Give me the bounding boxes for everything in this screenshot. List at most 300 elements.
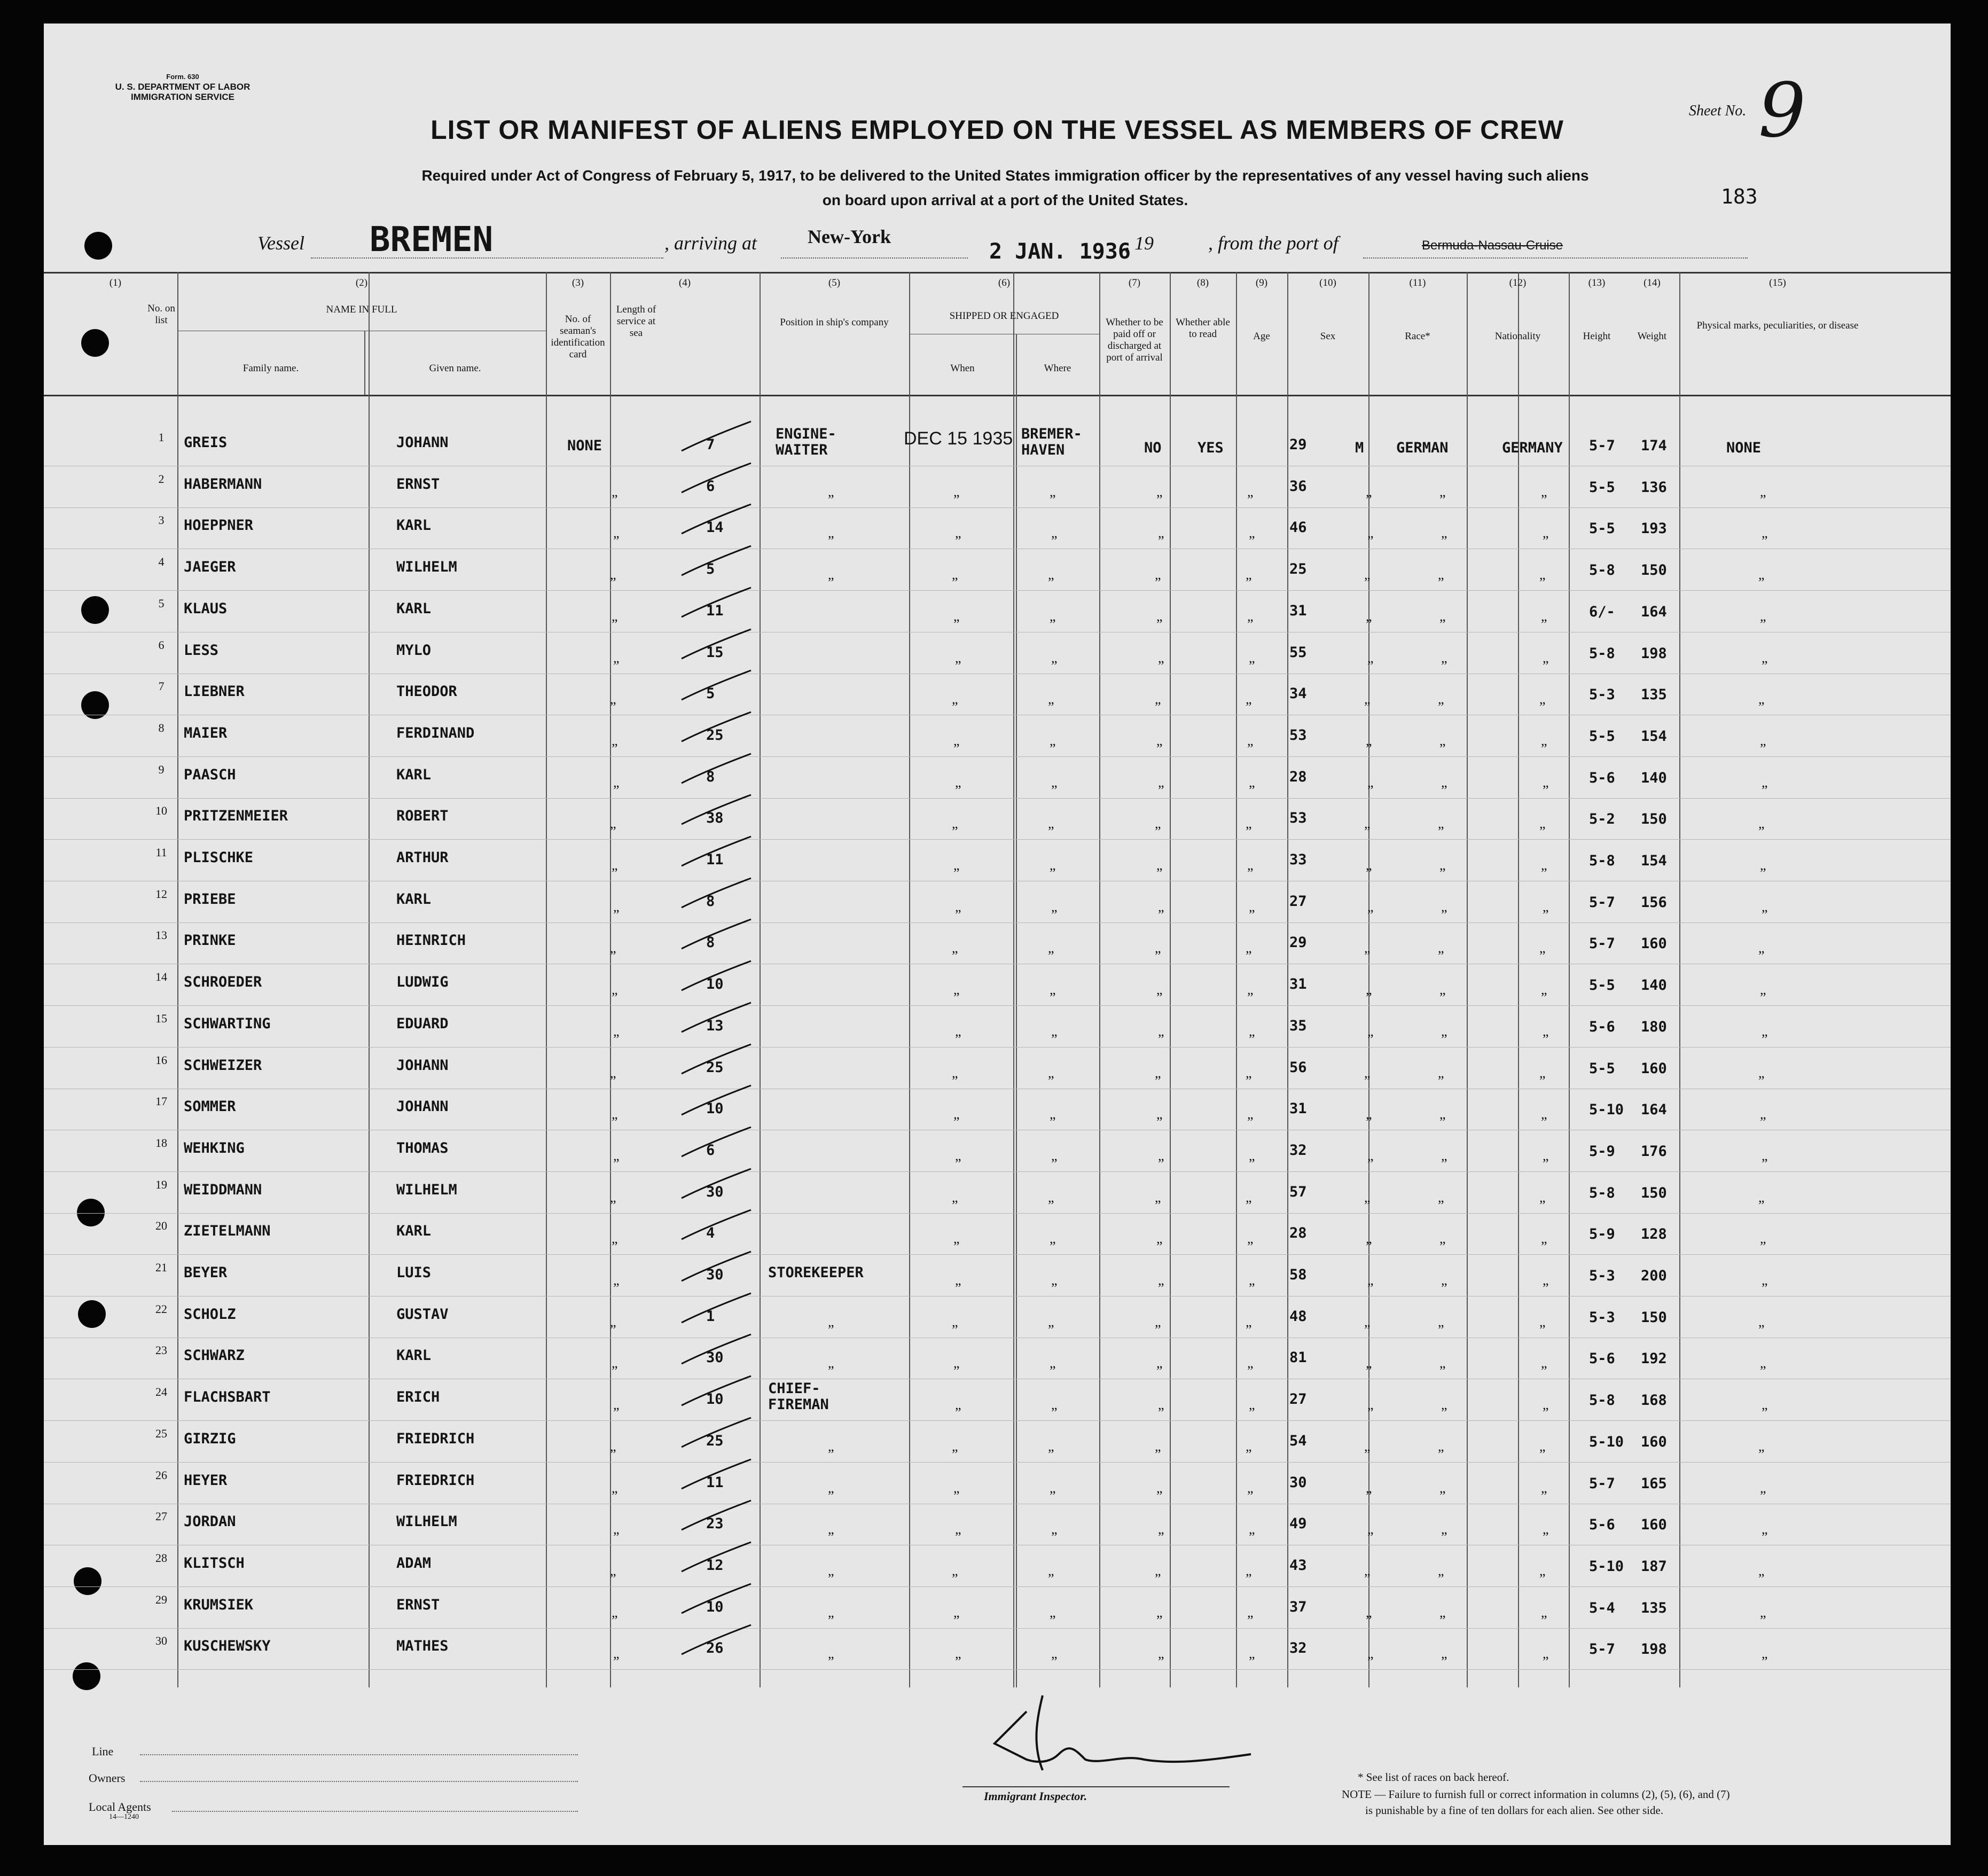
family-name: HABERMANN xyxy=(184,476,262,493)
header-family-name: Family name. xyxy=(242,363,299,374)
weight: 164 xyxy=(1641,1101,1667,1118)
position: ENGINE-WAITER xyxy=(776,426,836,458)
header-nationality: Nationality xyxy=(1494,331,1541,342)
row-number: 25 xyxy=(155,1427,167,1440)
nationality-ditto: „ xyxy=(1543,650,1549,666)
able-read-ditto: „ xyxy=(1249,525,1255,541)
service-years: 25 xyxy=(706,1433,724,1449)
row-number: 15 xyxy=(155,1012,167,1025)
when-ditto: „ xyxy=(952,1314,958,1330)
form-info xyxy=(103,72,263,102)
seaman-id-ditto: „ xyxy=(610,1065,616,1081)
family-name: KUSCHEWSKY xyxy=(184,1638,271,1654)
row-rule xyxy=(44,590,1951,591)
paid-off-ditto: „ xyxy=(1155,1563,1161,1578)
seaman-id-ditto: „ xyxy=(612,1231,618,1246)
able-read-ditto: „ xyxy=(1246,816,1252,831)
able-read-ditto: „ xyxy=(1246,1439,1252,1454)
column-number: (6) xyxy=(998,277,1011,288)
row-rule xyxy=(44,1420,1951,1421)
row-number: 20 xyxy=(155,1219,167,1232)
weight: 154 xyxy=(1641,728,1667,745)
column-number: (9) xyxy=(1255,277,1268,288)
height: 5-10 xyxy=(1589,1434,1624,1450)
able-read-ditto: „ xyxy=(1249,1521,1255,1537)
age: 53 xyxy=(1289,810,1307,826)
height: 5-7 xyxy=(1589,894,1615,911)
nationality-ditto: „ xyxy=(1539,1314,1546,1330)
header-age: Age xyxy=(1253,331,1270,342)
where-ditto: „ xyxy=(1048,1190,1054,1205)
able-read-ditto: „ xyxy=(1246,940,1252,956)
where-ditto: „ xyxy=(1048,1314,1054,1330)
where-ditto: „ xyxy=(1051,1272,1058,1288)
age: 25 xyxy=(1289,561,1307,577)
service-check-mark xyxy=(676,876,756,913)
sex-ditto: „ xyxy=(1364,940,1371,956)
shipped-where: BREMER-HAVEN xyxy=(1021,426,1082,458)
service-years: 10 xyxy=(706,1599,724,1615)
age: 36 xyxy=(1289,478,1307,495)
row-number: 18 xyxy=(155,1136,167,1150)
nationality-ditto: „ xyxy=(1541,608,1547,624)
column-rule xyxy=(1013,272,1014,1687)
service-check-mark xyxy=(676,1581,756,1619)
service-check-mark xyxy=(676,627,756,664)
physical-ditto: „ xyxy=(1762,1023,1768,1039)
when-ditto: „ xyxy=(952,940,958,956)
family-name: KRUMSIEK xyxy=(184,1597,254,1613)
height: 5-8 xyxy=(1589,1185,1615,1201)
age: 29 xyxy=(1289,436,1307,453)
service-years: 8 xyxy=(706,934,715,951)
column-number: (11) xyxy=(1409,277,1426,288)
seaman-id-ditto: „ xyxy=(612,608,618,624)
seaman-id-ditto: „ xyxy=(612,733,618,748)
age: 29 xyxy=(1289,934,1307,951)
where-ditto: „ xyxy=(1050,608,1056,624)
service-years: 38 xyxy=(706,810,724,826)
age: 56 xyxy=(1289,1059,1307,1076)
seaman-id-ditto: „ xyxy=(612,1355,618,1371)
sheet-label: Sheet No. xyxy=(1689,103,1747,119)
age: 81 xyxy=(1289,1349,1307,1366)
seaman-id-ditto: „ xyxy=(612,1480,618,1496)
paid-off-ditto: „ xyxy=(1158,1521,1164,1537)
seaman-id-ditto: „ xyxy=(612,1106,618,1122)
seaman-id-ditto: „ xyxy=(610,1439,616,1454)
sex-ditto: „ xyxy=(1366,608,1372,624)
physical-ditto: „ xyxy=(1758,567,1765,582)
weight: 160 xyxy=(1641,1434,1667,1450)
when-where-split xyxy=(1016,334,1017,1687)
nationality-ditto: „ xyxy=(1539,1563,1546,1578)
family-name: FLACHSBART xyxy=(184,1389,271,1405)
manifest-sheet xyxy=(44,24,1951,1845)
physical-ditto: „ xyxy=(1760,857,1766,873)
nationality-ditto: „ xyxy=(1543,775,1549,790)
service-years: 15 xyxy=(706,644,724,661)
paid-off-ditto: „ xyxy=(1156,1355,1163,1371)
able-read-ditto: „ xyxy=(1247,857,1254,873)
weight: 187 xyxy=(1641,1558,1667,1575)
department-name: U. S. DEPARTMENT OF LABOR xyxy=(115,82,251,92)
signature-line xyxy=(962,1786,1230,1787)
service-check-mark xyxy=(676,585,756,622)
row-number: 11 xyxy=(155,846,167,859)
given-name: KARL xyxy=(396,891,432,908)
service-check-mark xyxy=(676,1622,756,1660)
height: 5-5 xyxy=(1589,479,1615,496)
weight: 150 xyxy=(1641,562,1667,579)
row-rule xyxy=(44,1213,1951,1214)
column-rule xyxy=(546,272,547,1687)
punch-hole xyxy=(84,232,112,260)
service-years: 30 xyxy=(706,1349,724,1366)
position-ditto: „ xyxy=(828,1439,834,1454)
position: STOREKEEPER xyxy=(768,1264,864,1281)
row-number: 9 xyxy=(158,763,165,776)
sex: M xyxy=(1355,440,1364,456)
family-name: HOEPPNER xyxy=(184,517,254,534)
position-ditto: „ xyxy=(828,1314,834,1330)
sex-ditto: „ xyxy=(1366,1480,1372,1496)
arriving-field xyxy=(781,226,968,259)
service-years: 12 xyxy=(706,1557,724,1574)
physical-ditto: „ xyxy=(1758,1314,1765,1330)
physical-ditto: „ xyxy=(1758,1190,1765,1205)
service-years: 8 xyxy=(706,769,715,785)
family-name: HEYER xyxy=(184,1472,228,1489)
family-name: PRINKE xyxy=(184,932,236,949)
header-position: Position in ship's company xyxy=(780,317,889,328)
race-ditto: „ xyxy=(1438,691,1444,707)
physical-ditto: „ xyxy=(1762,899,1768,914)
note-line-2: is punishable by a fine of ten dollars for each alien. See other side. xyxy=(1365,1804,1664,1817)
column-number: (14) xyxy=(1643,277,1661,288)
when-ditto: „ xyxy=(953,1605,960,1620)
service-years: 25 xyxy=(706,727,724,744)
column-rule xyxy=(1099,272,1100,1687)
family-name: MAIER xyxy=(184,725,228,741)
race-ditto: „ xyxy=(1438,940,1444,956)
service-check-mark xyxy=(676,460,756,498)
race-ditto: „ xyxy=(1438,1439,1444,1454)
row-rule xyxy=(44,839,1951,840)
race-ditto: „ xyxy=(1439,608,1446,624)
age: 35 xyxy=(1289,1018,1307,1034)
family-name: JAEGER xyxy=(184,559,236,575)
able-read-ditto: „ xyxy=(1249,775,1255,790)
paid-off-ditto: „ xyxy=(1156,1480,1163,1496)
when-ditto: „ xyxy=(953,1355,960,1371)
able-read-ditto: „ xyxy=(1247,733,1254,748)
where-ditto: „ xyxy=(1051,525,1058,541)
row-number: 16 xyxy=(155,1053,167,1067)
height: 5-7 xyxy=(1589,437,1615,454)
height: 5-10 xyxy=(1589,1558,1624,1575)
nationality: GERMANY xyxy=(1502,440,1563,456)
stamp-number: 183 xyxy=(1721,185,1758,208)
seaman-id-ditto: „ xyxy=(613,775,620,790)
where-ditto: „ xyxy=(1051,1521,1058,1537)
weight: 168 xyxy=(1641,1392,1667,1409)
paid-off-ditto: „ xyxy=(1158,1397,1164,1412)
line-field xyxy=(140,1754,578,1755)
weight: 165 xyxy=(1641,1475,1667,1492)
seaman-id-ditto: „ xyxy=(613,1521,620,1537)
paid-off-ditto: „ xyxy=(1155,1314,1161,1330)
where-ditto: „ xyxy=(1050,484,1056,499)
weight: 160 xyxy=(1641,935,1667,952)
service-years: 6 xyxy=(706,478,715,495)
paid-off-ditto: „ xyxy=(1156,1231,1163,1246)
nationality-ditto: „ xyxy=(1541,733,1547,748)
service-years: 1 xyxy=(706,1308,715,1325)
service-check-mark xyxy=(676,1539,756,1577)
subtitle-line-1: Required under Act of Congress of February 5, 1917, to be delivered to the United States immigration officer by the representatives of any vessel having such aliens xyxy=(421,167,1589,184)
given-name: KARL xyxy=(396,767,432,783)
where-ditto: „ xyxy=(1048,1563,1054,1578)
when-ditto: „ xyxy=(955,1023,961,1039)
when-ditto: „ xyxy=(955,650,961,666)
age: 33 xyxy=(1289,851,1307,868)
weight: 180 xyxy=(1641,1019,1667,1035)
year-label: , 19 xyxy=(1125,232,1154,254)
column-rule xyxy=(1287,272,1288,1687)
paid-off-ditto: „ xyxy=(1155,816,1161,831)
physical-ditto: „ xyxy=(1760,982,1766,997)
where-ditto: „ xyxy=(1050,1480,1056,1496)
when-ditto: „ xyxy=(953,1480,960,1496)
height: 5-2 xyxy=(1589,811,1615,827)
weight: 136 xyxy=(1641,479,1667,496)
race-ditto: „ xyxy=(1438,1563,1444,1578)
sex-ditto: „ xyxy=(1364,816,1371,831)
where-ditto: „ xyxy=(1050,857,1056,873)
race-ditto: „ xyxy=(1439,484,1446,499)
age: 55 xyxy=(1289,644,1307,661)
when-ditto: „ xyxy=(955,1148,961,1163)
sex-ditto: „ xyxy=(1367,1272,1374,1288)
table-top-rule xyxy=(44,272,1951,273)
given-name: THEODOR xyxy=(396,683,457,700)
able-read-ditto: „ xyxy=(1249,1397,1255,1412)
position-ditto: „ xyxy=(828,1480,834,1496)
weight: 198 xyxy=(1641,645,1667,662)
race-ditto: „ xyxy=(1441,1023,1447,1039)
race-ditto: „ xyxy=(1438,567,1444,582)
paid-off-ditto: „ xyxy=(1155,940,1161,956)
paid-off-ditto: „ xyxy=(1158,1272,1164,1288)
where-ditto: „ xyxy=(1051,899,1058,914)
row-rule xyxy=(44,1254,1951,1255)
paid-off-ditto: „ xyxy=(1158,650,1164,666)
sex-ditto: „ xyxy=(1364,1065,1371,1081)
when-ditto: „ xyxy=(955,775,961,790)
given-name: KARL xyxy=(396,1223,432,1239)
race: GERMAN xyxy=(1396,440,1449,456)
nationality-ditto: „ xyxy=(1543,1521,1549,1537)
height: 5-9 xyxy=(1589,1143,1615,1160)
service-check-mark xyxy=(676,1291,756,1328)
weight: 160 xyxy=(1641,1060,1667,1077)
local-agents-label: Local Agents xyxy=(89,1800,151,1814)
physical-ditto: „ xyxy=(1760,1231,1766,1246)
nationality-ditto: „ xyxy=(1541,1231,1547,1246)
header-height: Height xyxy=(1583,331,1611,342)
able-read-ditto: „ xyxy=(1246,1190,1252,1205)
header-where: Where xyxy=(1044,363,1071,374)
nationality-ditto: „ xyxy=(1539,1190,1546,1205)
given-name: MYLO xyxy=(396,642,432,659)
height: 5-5 xyxy=(1589,1060,1615,1077)
race-ditto: „ xyxy=(1439,1106,1446,1122)
where-ditto: „ xyxy=(1048,691,1054,707)
race-ditto: „ xyxy=(1441,1272,1447,1288)
where-ditto: „ xyxy=(1050,1231,1056,1246)
height: 5-5 xyxy=(1589,520,1615,537)
paid-off-ditto: „ xyxy=(1158,899,1164,914)
sex-ditto: „ xyxy=(1366,982,1372,997)
family-name: GREIS xyxy=(184,434,228,451)
owners-label: Owners xyxy=(89,1771,126,1785)
height: 5-5 xyxy=(1589,977,1615,994)
from-port-label: , from the port of xyxy=(1208,232,1339,254)
physical-ditto: „ xyxy=(1760,484,1766,499)
height: 5-8 xyxy=(1589,853,1615,869)
race-ditto: „ xyxy=(1441,775,1447,790)
height: 5-10 xyxy=(1589,1101,1624,1118)
where-ditto: „ xyxy=(1051,650,1058,666)
given-name: ADAM xyxy=(396,1555,432,1572)
column-rule xyxy=(1236,272,1237,1687)
weight: 160 xyxy=(1641,1517,1667,1533)
given-name: KARL xyxy=(396,517,432,534)
service-check-mark xyxy=(676,917,756,954)
service-years: 11 xyxy=(706,603,724,619)
height: 5-4 xyxy=(1589,1600,1615,1616)
position: CHIEF-FIREMAN xyxy=(768,1380,829,1413)
column-rule xyxy=(1467,272,1468,1687)
seaman-id-ditto: „ xyxy=(610,1190,616,1205)
given-name: THOMAS xyxy=(396,1140,449,1156)
where-ditto: „ xyxy=(1048,1439,1054,1454)
age: 49 xyxy=(1289,1515,1307,1532)
physical-ditto: „ xyxy=(1758,1065,1765,1081)
sex-ditto: „ xyxy=(1367,775,1374,790)
service-years: 11 xyxy=(706,851,724,868)
age: 43 xyxy=(1289,1557,1307,1574)
paid-off-ditto: „ xyxy=(1156,982,1163,997)
nationality-ditto: „ xyxy=(1539,940,1546,956)
paid-off-ditto: „ xyxy=(1156,1605,1163,1620)
header-name-in-full: NAME IN FULL xyxy=(326,304,397,315)
paid-off-ditto: „ xyxy=(1155,1190,1161,1205)
family-name: GIRZIG xyxy=(184,1431,236,1447)
race-ditto: „ xyxy=(1441,899,1447,914)
given-name: FRIEDRICH xyxy=(396,1472,475,1489)
column-rule xyxy=(1518,272,1519,1687)
column-number: (1) xyxy=(109,277,122,288)
age: 30 xyxy=(1289,1474,1307,1491)
where-ditto: „ xyxy=(1051,775,1058,790)
page-subtitle xyxy=(268,163,1742,213)
weight: 198 xyxy=(1641,1641,1667,1658)
vessel-label: Vessel xyxy=(257,232,304,254)
physical-ditto: „ xyxy=(1762,1646,1768,1661)
from-port: Bermuda-Nassau-Cruise xyxy=(1422,238,1563,253)
row-number: 24 xyxy=(155,1385,167,1398)
family-name: LESS xyxy=(184,642,219,659)
physical-ditto: „ xyxy=(1760,608,1766,624)
weight: 150 xyxy=(1641,1185,1667,1201)
when-ditto: „ xyxy=(955,899,961,914)
service-check-mark xyxy=(676,958,756,996)
race-ditto: „ xyxy=(1439,1231,1446,1246)
weight: 200 xyxy=(1641,1268,1667,1284)
family-name: PRIEBE xyxy=(184,891,236,908)
service-years: 30 xyxy=(706,1184,724,1200)
when-ditto: „ xyxy=(952,567,958,582)
seaman-id: NONE xyxy=(567,437,602,454)
row-rule xyxy=(44,1628,1951,1629)
service-check-mark xyxy=(676,834,756,871)
when-ditto: „ xyxy=(952,1190,958,1205)
column-rule xyxy=(369,272,370,1687)
position-ditto: „ xyxy=(828,1646,834,1661)
seaman-id-ditto: „ xyxy=(610,940,616,956)
nationality-ditto: „ xyxy=(1543,1272,1549,1288)
row-number: 21 xyxy=(155,1261,167,1274)
service-years: 6 xyxy=(706,1142,715,1159)
nationality-ditto: „ xyxy=(1541,1605,1547,1620)
weight: 193 xyxy=(1641,520,1667,537)
weight: 140 xyxy=(1641,977,1667,994)
nationality-ditto: „ xyxy=(1539,1439,1546,1454)
service-check-mark xyxy=(676,1415,756,1452)
header-shipped: SHIPPED OR ENGAGED xyxy=(949,310,1059,322)
row-number: 10 xyxy=(155,804,167,817)
when-ditto: „ xyxy=(953,982,960,997)
family-name: BEYER xyxy=(184,1264,228,1281)
paid-off-ditto: „ xyxy=(1155,691,1161,707)
service-check-mark xyxy=(676,792,756,830)
column-number: (10) xyxy=(1319,277,1336,288)
age: 34 xyxy=(1289,685,1307,702)
age: 57 xyxy=(1289,1184,1307,1200)
family-name: PLISCHKE xyxy=(184,849,254,866)
given-name: JOHANN xyxy=(396,434,449,451)
able-read: YES xyxy=(1198,440,1224,456)
given-name: LUDWIG xyxy=(396,974,449,990)
where-ditto: „ xyxy=(1050,1605,1056,1620)
paid-off-ditto: „ xyxy=(1158,1023,1164,1039)
able-read-ditto: „ xyxy=(1249,1023,1255,1039)
race-ditto: „ xyxy=(1439,982,1446,997)
race-ditto: „ xyxy=(1439,1355,1446,1371)
service-check-mark xyxy=(676,1124,756,1162)
height: 5-9 xyxy=(1589,1226,1615,1242)
shipped-when: DEC 15 1935 xyxy=(904,428,1013,449)
physical-ditto: „ xyxy=(1762,1521,1768,1537)
paid-off-ditto: „ xyxy=(1156,1106,1163,1122)
age: 37 xyxy=(1289,1599,1307,1615)
header-race: Race* xyxy=(1405,331,1430,342)
header-when: When xyxy=(950,363,975,374)
height: 5-6 xyxy=(1589,1517,1615,1533)
row-number: 26 xyxy=(155,1468,167,1482)
